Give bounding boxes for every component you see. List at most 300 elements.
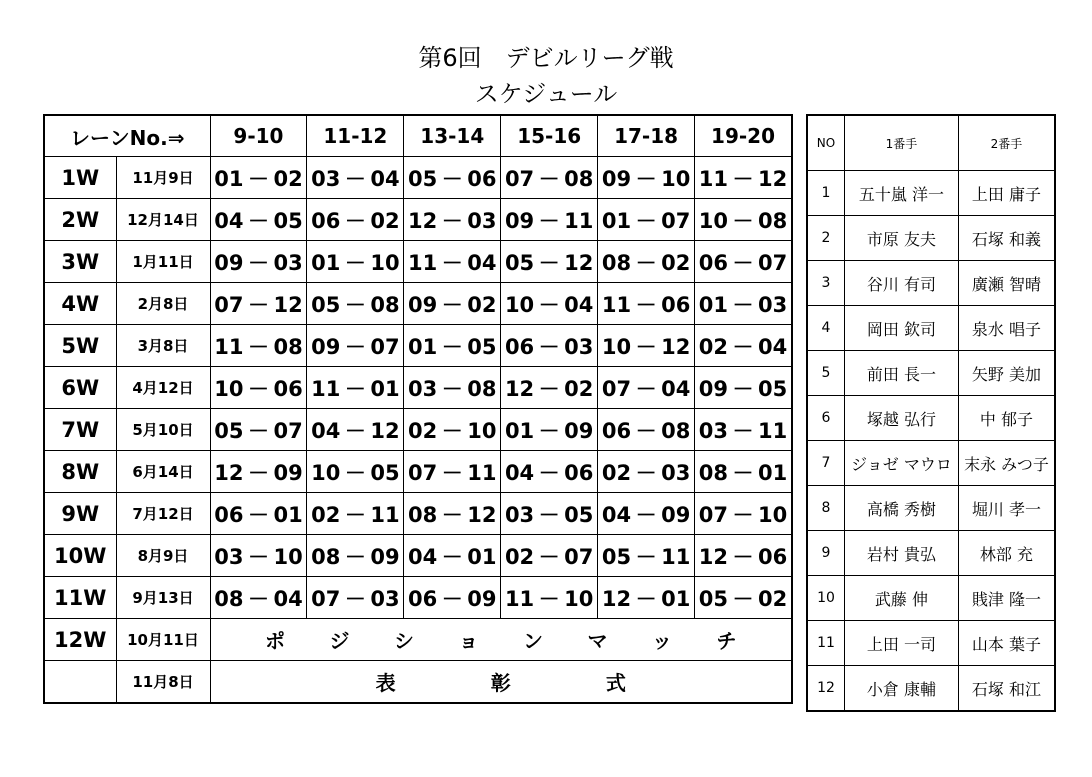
match-cell [598,367,695,409]
player-row [807,621,1055,666]
lane-header-cell: 13-14 [404,115,501,157]
team-b: 10 [370,250,400,275]
lane-header-cell: 17-18 [598,115,695,157]
match-cell [307,199,404,241]
match-cell [404,493,501,535]
match-cell [210,367,307,409]
team-a: 06 [214,502,244,527]
player-second: 堀川 孝一 [958,486,1055,531]
team-a: 06 [311,208,341,233]
player-no: 1 [807,171,845,216]
match-cell [404,157,501,199]
dash-separator: － [441,334,463,359]
team-b: 11 [467,460,497,485]
team-b: 06 [467,166,497,191]
dash-separator: － [538,502,560,527]
dash-separator: － [441,292,463,317]
team-a: 05 [504,250,535,275]
week-date: 3月8日 [116,325,210,367]
header-second: 2番手 [958,115,1055,171]
team-a: 05 [311,292,341,317]
team-a: 08 [601,250,632,275]
dash-separator: － [344,460,366,485]
dash-separator: － [732,334,754,359]
player-row [807,216,1055,261]
match-cell [598,199,695,241]
team-a: 11 [311,376,341,401]
team-b: 03 [467,208,497,233]
player-no: 4 [807,306,845,351]
week-date: 10月11日 [116,619,210,661]
dash-separator: － [441,376,463,401]
dash-separator: － [247,586,269,611]
dash-separator: － [732,418,754,443]
team-b: 10 [661,166,691,191]
dash-separator: － [441,460,463,485]
match-cell [598,451,695,493]
team-a: 09 [698,376,729,401]
dash-separator: － [247,250,269,275]
team-b: 04 [370,166,400,191]
dash-separator: － [344,292,366,317]
event-char: 式 [605,671,626,695]
event-cell [210,619,792,661]
match-cell [598,535,695,577]
team-a: 09 [311,334,341,359]
match-cell [210,451,307,493]
team-b: 10 [758,502,788,527]
team-b: 12 [758,166,788,191]
week-label: 3W [44,241,116,283]
team-a: 11 [214,334,244,359]
schedule-body [44,115,792,703]
team-a: 03 [311,166,341,191]
week-label: 8W [44,451,116,493]
match-cell [695,451,792,493]
dash-separator: － [732,250,754,275]
team-a: 04 [504,460,535,485]
dash-separator: － [732,208,754,233]
team-a: 11 [408,250,438,275]
player-first: 谷川 有司 [845,261,959,306]
team-b: 12 [370,418,400,443]
schedule-row [44,367,792,409]
week-label: 10W [44,535,116,577]
dash-separator: － [538,292,560,317]
team-b: 12 [467,502,497,527]
team-b: 09 [370,544,400,569]
player-first: 市原 友夫 [845,216,959,261]
match-cell [307,325,404,367]
team-a: 12 [408,208,438,233]
team-a: 12 [504,376,535,401]
team-a: 09 [504,208,535,233]
dash-separator: － [732,460,754,485]
match-cell [404,409,501,451]
dash-separator: － [635,334,657,359]
week-date: 11月8日 [116,661,210,704]
dash-separator: － [247,208,269,233]
team-b: 08 [273,334,303,359]
schedule-row [44,493,792,535]
dash-separator: － [441,544,463,569]
event-char: ジ [329,629,350,653]
dash-separator: － [344,166,366,191]
dash-separator: － [247,418,269,443]
player-second: 泉水 唱子 [958,306,1055,351]
week-date: 11月9日 [116,157,210,199]
dash-separator: － [441,418,463,443]
match-cell [210,409,307,451]
player-no: 5 [807,351,845,396]
player-row [807,306,1055,351]
player-no: 6 [807,396,845,441]
player-no: 12 [807,666,845,712]
event-text [211,625,792,654]
players-header-row [807,115,1055,171]
team-b: 09 [661,502,691,527]
player-second: 末永 みつ子 [958,441,1055,486]
dash-separator: － [635,586,657,611]
team-a: 06 [408,586,438,611]
week-date: 2月8日 [116,283,210,325]
player-first: 高橋 秀樹 [845,486,959,531]
team-a: 01 [214,166,244,191]
player-second: 矢野 美加 [958,351,1055,396]
match-cell [210,493,307,535]
match-cell [210,241,307,283]
schedule-header-row [44,115,792,157]
team-a: 02 [408,418,438,443]
match-cell [307,493,404,535]
team-b: 11 [564,208,594,233]
dash-separator: － [344,586,366,611]
match-cell [501,409,598,451]
event-cell [210,661,792,704]
week-label: 12W [44,619,116,661]
match-cell [695,157,792,199]
dash-separator: － [732,502,754,527]
week-label [44,661,116,704]
event-char: ン [523,629,543,653]
header-first: 1番手 [845,115,959,171]
team-b: 06 [758,544,788,569]
schedule-row [44,199,792,241]
player-row [807,576,1055,621]
dash-separator: － [538,334,560,359]
team-a: 10 [311,460,341,485]
event-char: チ [716,629,737,653]
dash-separator: － [538,166,560,191]
team-a: 07 [504,166,535,191]
player-second: 石塚 和義 [958,216,1055,261]
team-b: 07 [564,544,594,569]
match-cell [307,535,404,577]
team-b: 06 [273,376,303,401]
dash-separator: － [635,250,657,275]
team-b: 11 [370,502,400,527]
dash-separator: － [732,166,754,191]
player-first: 五十嵐 洋一 [845,171,959,216]
team-b: 04 [758,334,788,359]
dash-separator: － [635,292,657,317]
dash-separator: － [635,502,657,527]
match-cell [501,157,598,199]
match-cell [501,493,598,535]
dash-separator: － [247,166,269,191]
team-b: 08 [564,166,594,191]
player-no: 10 [807,576,845,621]
player-no: 8 [807,486,845,531]
team-a: 03 [698,418,729,443]
match-cell [210,199,307,241]
team-a: 11 [601,292,632,317]
team-b: 05 [564,502,594,527]
match-cell [404,535,501,577]
team-b: 04 [273,586,303,611]
team-b: 01 [370,376,400,401]
match-cell [501,199,598,241]
team-a: 10 [504,292,535,317]
player-row [807,351,1055,396]
match-cell [695,325,792,367]
schedule-row [44,241,792,283]
team-a: 07 [408,460,438,485]
team-a: 07 [601,376,632,401]
player-second: 山本 葉子 [958,621,1055,666]
dash-separator: － [732,586,754,611]
player-no: 2 [807,216,845,261]
schedule-row [44,325,792,367]
team-b: 08 [758,208,788,233]
team-b: 06 [661,292,691,317]
schedule-row [44,157,792,199]
event-char: ッ [652,629,672,653]
dash-separator: － [247,292,269,317]
player-first: 岡田 欽司 [845,306,959,351]
team-a: 04 [601,502,632,527]
match-cell [695,409,792,451]
match-cell [501,241,598,283]
match-cell [501,577,598,619]
team-b: 10 [273,544,303,569]
team-b: 03 [758,292,788,317]
team-a: 08 [408,502,438,527]
player-first: 武藤 伸 [845,576,959,621]
match-cell [307,241,404,283]
team-b: 03 [273,250,303,275]
player-first: 塚越 弘行 [845,396,959,441]
players-table [806,114,1056,712]
match-cell [695,283,792,325]
team-b: 07 [661,208,691,233]
team-a: 06 [504,334,535,359]
player-row [807,441,1055,486]
page-subtitle: スケジュール [474,80,618,108]
match-cell [695,535,792,577]
week-date: 8月9日 [116,535,210,577]
team-b: 05 [758,376,788,401]
match-cell [598,283,695,325]
team-b: 02 [370,208,400,233]
team-b: 01 [273,502,303,527]
match-cell [210,535,307,577]
player-first: 岩村 貴弘 [845,531,959,576]
dash-separator: － [344,544,366,569]
dash-separator: － [635,166,657,191]
team-a: 11 [504,586,535,611]
team-a: 06 [698,250,729,275]
team-b: 07 [273,418,303,443]
event-char: ョ [458,629,479,653]
team-b: 12 [661,334,691,359]
team-a: 12 [214,460,244,485]
week-date: 4月12日 [116,367,210,409]
team-a: 11 [698,166,729,191]
match-cell [598,577,695,619]
dash-separator: － [247,334,269,359]
dash-separator: － [635,544,657,569]
team-a: 02 [601,460,632,485]
match-cell [695,577,792,619]
match-cell [307,157,404,199]
schedule-row [44,451,792,493]
dash-separator: － [732,376,754,401]
schedule-row [44,283,792,325]
team-b: 10 [564,586,594,611]
team-b: 05 [370,460,400,485]
player-row [807,666,1055,712]
team-a: 01 [698,292,729,317]
team-a: 02 [504,544,535,569]
lane-header-cell: 15-16 [501,115,598,157]
match-cell [695,241,792,283]
match-cell [404,451,501,493]
team-a: 05 [698,586,729,611]
dash-separator: － [538,418,560,443]
match-cell [404,241,501,283]
match-cell [210,577,307,619]
team-a: 05 [601,544,632,569]
team-a: 01 [504,418,535,443]
dash-separator: － [441,250,463,275]
team-a: 06 [601,418,632,443]
dash-separator: － [247,460,269,485]
dash-separator: － [247,502,269,527]
team-b: 08 [370,292,400,317]
team-b: 03 [661,460,691,485]
player-first: 上田 一司 [845,621,959,666]
player-second: 石塚 和江 [958,666,1055,712]
team-a: 04 [214,208,244,233]
match-cell [404,577,501,619]
team-a: 09 [601,166,632,191]
dash-separator: － [441,586,463,611]
player-first: ジョゼ マウロ [845,441,959,486]
player-second: 廣瀬 智晴 [958,261,1055,306]
team-b: 04 [467,250,497,275]
week-label: 5W [44,325,116,367]
match-cell [307,409,404,451]
match-cell [501,451,598,493]
team-a: 01 [601,208,632,233]
dash-separator: － [344,376,366,401]
player-row [807,486,1055,531]
team-b: 07 [370,334,400,359]
player-no: 9 [807,531,845,576]
dash-separator: － [538,250,560,275]
team-a: 09 [408,292,438,317]
team-a: 08 [214,586,244,611]
event-char: シ [394,629,414,653]
team-b: 10 [467,418,497,443]
dash-separator: － [344,208,366,233]
match-cell [501,283,598,325]
week-label: 4W [44,283,116,325]
week-label: 1W [44,157,116,199]
team-b: 01 [661,586,691,611]
event-text [211,667,792,696]
dash-separator: － [247,544,269,569]
dash-separator: － [247,376,269,401]
team-a: 07 [214,292,244,317]
team-b: 06 [564,460,594,485]
team-a: 10 [698,208,729,233]
week-date: 7月12日 [116,493,210,535]
match-cell [210,325,307,367]
dash-separator: － [538,460,560,485]
match-cell [598,493,695,535]
dash-separator: － [538,376,560,401]
match-cell [210,283,307,325]
week-date: 1月11日 [116,241,210,283]
dash-separator: － [344,334,366,359]
schedule-row [44,577,792,619]
player-second: 上田 庸子 [958,171,1055,216]
match-cell [598,241,695,283]
event-char: ポ [265,629,285,653]
dash-separator: － [344,502,366,527]
dash-separator: － [635,208,657,233]
match-cell [404,325,501,367]
team-b: 03 [370,586,400,611]
page-title: 第6回 デビルリーグ戦 [418,44,674,72]
match-cell [598,409,695,451]
team-b: 05 [273,208,303,233]
match-cell [307,283,404,325]
match-cell [695,199,792,241]
team-b: 09 [273,460,303,485]
dash-separator: － [538,208,560,233]
dash-separator: － [538,586,560,611]
dash-separator: － [441,502,463,527]
team-b: 01 [467,544,497,569]
week-date: 12月14日 [116,199,210,241]
team-b: 08 [661,418,691,443]
match-cell [404,367,501,409]
dash-separator: － [538,544,560,569]
week-date: 5月10日 [116,409,210,451]
player-second: 林部 充 [958,531,1055,576]
team-b: 12 [273,292,303,317]
match-cell [501,325,598,367]
match-cell [501,367,598,409]
team-b: 02 [467,292,497,317]
team-a: 04 [408,544,438,569]
player-no: 3 [807,261,845,306]
player-no: 11 [807,621,845,666]
team-a: 02 [698,334,729,359]
